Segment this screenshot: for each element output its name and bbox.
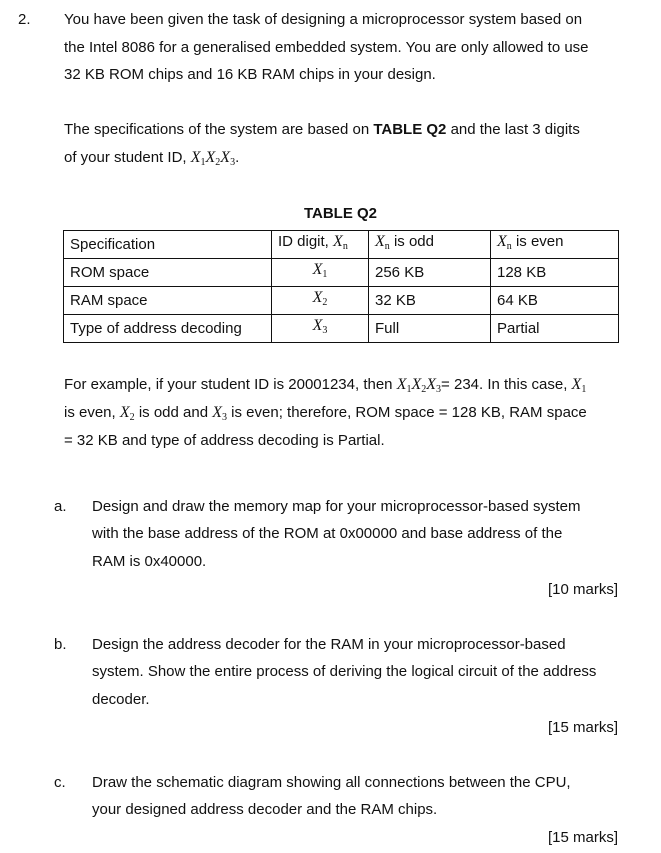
part-a-line-3: RAM is 0x40000.	[92, 553, 207, 570]
intro-line-3: 32 KB ROM chips and 16 KB RAM chips in your design.	[64, 66, 436, 83]
intro-line-1: You have been given the task of designing a microprocessor system based on	[64, 11, 583, 28]
row-odd: 256 KB	[369, 259, 491, 287]
table-row	[64, 315, 619, 343]
example-line-3: = 32 KB and type of address decoding is Partial.	[64, 432, 385, 449]
spec-line-1: The specifications of the system are based on TABLE Q2 and the last 3 digits	[64, 121, 580, 138]
row-even: Partial	[491, 315, 619, 343]
row-even: 64 KB	[491, 287, 619, 315]
row-spec: ROM space	[64, 259, 272, 287]
table-q2	[63, 230, 619, 343]
row-spec: Type of address decoding	[64, 315, 272, 343]
header-odd: $X_n$ is odd	[369, 231, 491, 259]
row-digit: $X_3$	[272, 315, 369, 343]
part-c-line-1: Draw the schematic diagram showing all connections between the CPU,	[92, 774, 571, 791]
part-c-line-2: your designed address decoder and the RAM chips.	[92, 801, 438, 818]
part-a-label: a.	[54, 498, 67, 515]
part-b-line-1: Design the address decoder for the RAM in your microprocessor-based	[92, 636, 566, 653]
example-line-2: is even, $X_2$ is odd and $X_3$ is even; therefore, ROM space = 128 KB, RAM space	[64, 404, 587, 423]
part-a-line-2: with the base address of the ROM at 0x00000 and base address of the	[92, 525, 563, 542]
part-a-line-1: Design and draw the memory map for your microprocessor-based system	[92, 498, 581, 515]
row-digit: $X_1$	[272, 259, 369, 287]
intro-line-2: the Intel 8086 for a generalised embedded system. You are only allowed to use	[64, 39, 589, 56]
table-row	[64, 287, 619, 315]
table-header-row	[64, 231, 619, 259]
part-b-line-3: decoder.	[92, 691, 150, 708]
header-specification: Specification	[64, 231, 272, 259]
part-a-marks: [10 marks]	[547, 581, 618, 598]
row-spec: RAM space	[64, 287, 272, 315]
row-odd: 32 KB	[369, 287, 491, 315]
table-title: TABLE Q2	[303, 205, 378, 222]
question-number: 2.	[18, 11, 31, 28]
header-id-digit: ID digit, $X_n$	[272, 231, 369, 259]
header-even: $X_n$ is even	[491, 231, 619, 259]
part-b-marks: [15 marks]	[547, 719, 618, 736]
part-c-label: c.	[54, 774, 66, 791]
row-digit: $X_2$	[272, 287, 369, 315]
spec-line-2: of your student ID, $X_1X_2X_3$.	[64, 149, 240, 168]
row-odd: Full	[369, 315, 491, 343]
row-even: 128 KB	[491, 259, 619, 287]
part-b-label: b.	[54, 636, 67, 653]
part-c-marks: [15 marks]	[547, 829, 618, 846]
example-line-1: For example, if your student ID is 20001234, then $X_1X_2X_3= 234$. In this case, $X_1$	[64, 376, 587, 395]
table-row	[64, 259, 619, 287]
part-b-line-2: system. Show the entire process of deriving the logical circuit of the address	[92, 663, 597, 680]
